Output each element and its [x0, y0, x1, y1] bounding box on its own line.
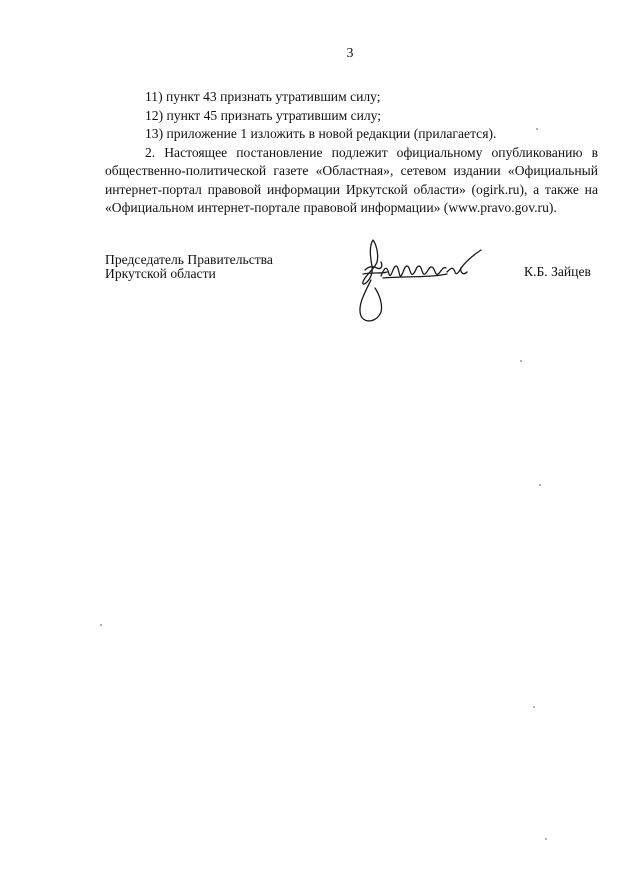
scan-speck: [100, 624, 102, 626]
paragraph-publication: 2. Настоящее постановление подлежит официальному опубликованию в общественно-политической газете «Областная», сетевом издании «Официальный интернет-портал правовой информации Иркутской области» (ogirk.ru), а также на «Официальном интернет-портале правовой информации» (www.pravo.gov.ru).: [105, 144, 598, 215]
signatory-title-line2: Иркутской области: [105, 265, 216, 281]
signatory-name: К.Б. Зайцев: [524, 264, 591, 279]
document-body: [105, 88, 598, 218]
scan-speck: [536, 128, 538, 130]
scan-speck: [545, 838, 547, 840]
page-number: 3: [346, 46, 354, 61]
scan-speck: [539, 484, 541, 486]
list-item: 13) приложение 1 изложить в новой редакции (прилагается).: [145, 126, 497, 141]
scan-speck: [520, 360, 522, 362]
list-item: 12) пункт 45 признать утратившим силу;: [145, 107, 382, 123]
signatory-title-line1: Председатель Правительства: [105, 252, 273, 267]
handwritten-signature: [343, 232, 493, 328]
scan-speck: [533, 706, 535, 708]
list-item: 11) пункт 43 признать утратившим силу;: [145, 89, 381, 104]
signatory-title: [105, 253, 273, 280]
